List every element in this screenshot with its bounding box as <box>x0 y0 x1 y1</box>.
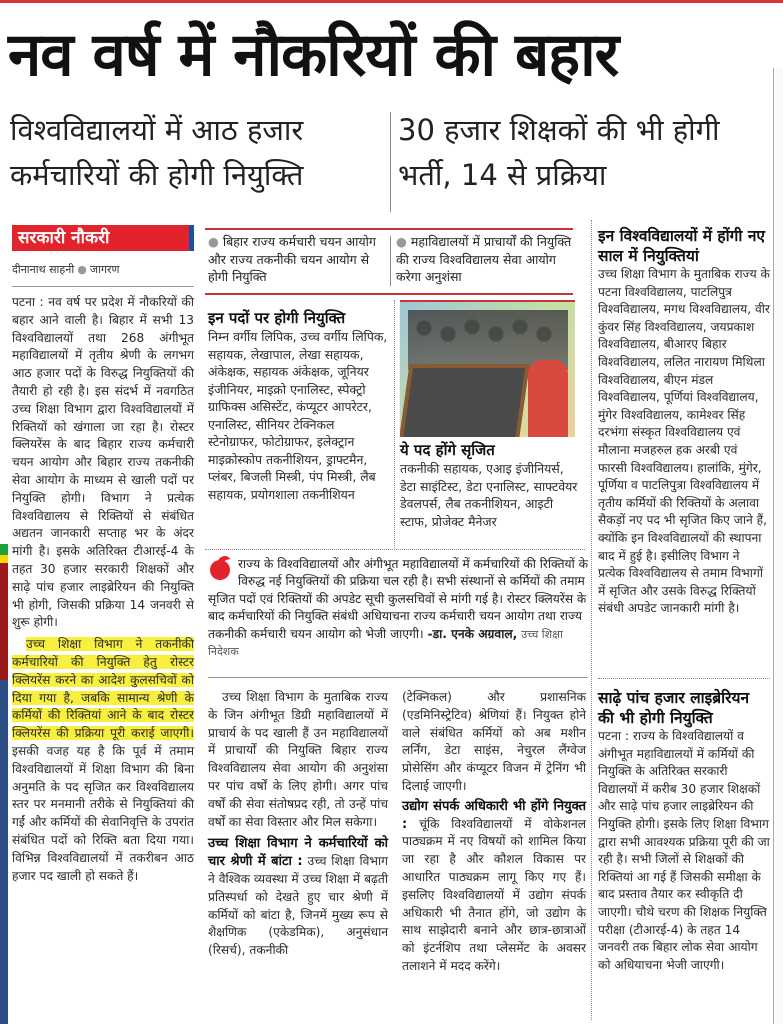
section-kicker: सरकारी नौकरी <box>12 225 194 251</box>
author-name: दीनानाथ साहनी <box>12 263 75 276</box>
universities-box <box>598 226 770 618</box>
bullets-top-rule <box>205 228 573 230</box>
posts-box-title: इन पदों पर होगी नियुक्ति <box>208 309 346 327</box>
bullet-dot-icon: ● <box>208 234 219 249</box>
illustration-crowd-office <box>400 300 575 437</box>
adjacent-page-edge <box>773 68 783 1024</box>
dotted-divider <box>591 220 592 1020</box>
col3-paragraph-2-text: उच्च शिक्षा विभाग ने वैश्विक व्यवस्था में उच्च शिक्षा में बढ़ती प्रतिस्पर्धा को देखते हुए चार श्रेणी में कर्मियों को बांटा है, जिनमें मुख्य रूप से शैक्षणिक (एकेडमिक), अनुसंधान (रिसर्च), तकनीकी <box>208 854 389 958</box>
quote-divider <box>208 677 588 678</box>
adjacent-photo-strip <box>0 555 8 563</box>
librarian-box-title: साढ़े पांच हजार लाइब्रेरियन की भी होगी नियुक्ति <box>598 689 750 727</box>
main-story-paragraph-1: पटना : नव वर्ष पर प्रदेश में नौकरियों की बहार आने वाली है। बिहार में सभी 13 विश्वविद्यालयों तथा 268 अंगीभूत महाविद्यालयों में तृतीय श्रेणी के लगभग आठ हजार पदों के विरुद्ध नियुक्तियों की तैयारी हो रही है। इस संदर्भ में नवगठित उच्च शिक्षा विभाग द्वारा विश्वविद्यालयों में रिक्तियों को खंगाला जा रहा है। रोस्टर क्लियरेंस के बाद बिहार राज्य कर्मचारी चयन आयोग और बिहार राज्य तकनीकी सेवा आयोग के माध्यम से खाली पदों पर नियुक्ति होगी। विभाग ने प्रत्येक विश्वविद्यालय से रिक्तियों से संबंधित अद्यतन जानकारी सप्ताह भर के अंदर मांगी है। इसके अतिरिक्त टीआरई-4 के तहत 30 हजार सरकारी शिक्षकों और साढ़े पांच हजार लाइब्रेरियन की नियुक्ति भी होगी, जिसकी प्रक्रिया 14 जनवरी से शुरू होगी। <box>12 295 194 630</box>
posts-box <box>208 308 388 503</box>
new-posts-box <box>400 440 580 530</box>
new-posts-box-text: तकनीकी सहायक, एआइ इंजीनियर्स, डेटा साइंटिस्ट, डेटा एनालिस्ट, साफ्टवेयर डेवलपर्स, लैब तकनीशियन, आइटी स्टाफ, प्रोजेक्ट मैनेजर <box>400 461 578 529</box>
col4-paragraph-1: (टेक्निकल) और प्रशासनिक (एडमिनिस्ट्रेटिव) श्रेणियां हैं। नियुक्त होने वाले संबंधित कर्मियों को अब मशीन लर्निंग, डेटा साइंस, नेचुरल लैंग्वेज प्रोसेसिंग और कंप्यूटर विजन में ट्रेनिंग भी दिलाई जाएगी। <box>402 690 586 793</box>
librarian-box-text: पटना : राज्य के विश्वविद्यालयों व अंगीभूत महाविद्यालयों में कर्मियों की नियुक्ति के अतिरिक्त सरकारी विद्यालयों में करीब 30 हजार शिक्षकों और साढ़े पांच हजार लाइब्रेरियन की नियुक्ति होगी। इसके लिए शिक्षा विभाग द्वारा सभी आवश्यक प्रक्रिया पूरी की जा रही है। सभी जिलों से शिक्षकों की रिक्तियां आ गई हैं जिसकी समीक्षा के बाद प्रस्ताव तैयार कर स्वीकृति दी जाएगी। चौथे चरण की शिक्षक नियुक्ति परीक्षा (टीआरई-4) के तहत 14 जनवरी तक बिहार लोक सेवा आयोग को अधियाचना भेजी जाएगी। <box>598 729 770 972</box>
main-story-column <box>12 294 194 885</box>
librarian-box <box>598 688 770 974</box>
universities-box-text: उच्च शिक्षा विभाग के मुताबिक राज्य के पटना विश्वविद्यालय, पाटलिपुत्र विश्वविद्यालय, मगध विश्वविद्यालय, वीर कुंवर सिंह विश्वविद्यालय, जयप्रकाश विश्वविद्यालय, बीआरए बिहार विश्वविद्यालय, ललित नारायण मिथिला विश्वविद्यालय, बीएन मंडल विश्वविद्यालय, पूर्णियां विश्वविद्यालय, मुंगेर विश्वविद्यालय, कामेश्वर सिंह दरभंगा संस्कृत विश्वविद्यालय एवं मौलाना मजहरुल हक अरबी एवं फारसी विश्वविद्यालय। हालांकि, मुंगेर, पूर्णिया व पाटलिपुत्रा विश्वविद्यालय में तृतीय कर्मियों की रिक्तियों के अलावा सैकड़ों नए पद भी सृजित किए जाने हैं, क्योंकि इन विश्वविद्यालयों की स्थापना बाद में हुई है। इसीलिए विभाग ने प्रत्येक विश्वविद्यालय से तमाम विभागों में सृजित और उसके विरुद्ध रिक्तियों संबंधी अपडेट जानकारी मांगी है। <box>598 267 770 616</box>
deck-right: 30 हजार शिक्षकों की भी होगी भर्ती, 14 से प्रक्रिया <box>398 113 720 192</box>
byline <box>12 262 119 277</box>
deck-left: विश्वविद्यालयों में आठ हजार कर्मचारियों की होगी नियुक्ति <box>10 113 304 192</box>
bullet-1 <box>208 233 386 286</box>
bullet-dot-icon: ● <box>396 234 407 249</box>
deck-divider <box>390 112 391 212</box>
posts-box-text: निम्न वर्गीय लिपिक, उच्च वर्गीय लिपिक, सहायक, लेखापाल, लेखा सहायक, अंकेक्षक, सहायक अंकेक्षक, जूनियर इंजीनियर, माइक्रो एनालिस्ट, स्पेक्ट्रो ग्राफिक्स असिस्टेंट, कंप्यूटर आपरेटर, एनालिस्ट, सीनियर टेक्निकल स्टेनोग्राफर, फोटोग्राफर, इलेक्ट्रान माइक्रोस्कोप तकनीशियन, ड्राफ्टमैन, प्लंबर, बिजली मिस्त्री, पंप मिस्त्री, लैब सहायक, प्रयोगशाला तकनीशियन <box>208 329 388 502</box>
illustration-desk <box>400 364 530 437</box>
story-column-4 <box>402 689 586 976</box>
col4-paragraph-2-text: चूंकि विश्वविद्यालयों में वोकेशनल पाठ्यक्रम में नए विषयों को शामिल किया जा रहा है और कौशल विकास पर आधारित पाठ्यक्रम लागू किए गए हैं। इसलिए विश्वविद्यालयों में उद्योग संपर्क अधिकारी भी तैनात होंगे, जो उद्योग के साथ साझेदारी बनाने और छात्र-छात्राओं को इंटर्नशिप तथा प्लेसमेंट के अवसर तलाशने में मदद करेंगे। <box>402 816 586 973</box>
quote-text: राज्य के विश्वविद्यालयों और अंगीभूत महाविद्यालयों में कर्मचारियों की रिक्तियों के विरुद्ध नई नियुक्तियों की प्रक्रिया चल रही है। सभी संस्थानों से कर्मियों की तमाम सृजित पदों एवं रिक्तियों की अपडेट सूची कुलसचिवों से मांगी गई है। रोस्टर क्लियरेंस के बाद कर्मचारियों की नियुक्ति संबंधी अधियाचना राज्य कर्मचारी चयन आयोग तथा राज्य तकनीकी कर्मचारी चयन आयोग को भेजी जाएगी। <box>208 557 588 641</box>
adjacent-photo-blue <box>0 680 8 1024</box>
dotted-divider <box>205 549 585 550</box>
story-column-3 <box>208 689 388 960</box>
bullets-bottom-rule <box>205 293 573 295</box>
main-story-paragraph-2 <box>12 636 194 885</box>
pull-quote <box>208 556 588 660</box>
main-story-paragraph-2-rest: इसकी वजह यह है कि पूर्व में तमाम विश्वविद्यालयों में शिक्षा विभाग की बिना अनुमति के पद सृजित कर विश्वविद्यालय स्तर पर मनमानी तरीके से नियुक्तियां की गईं और कर्मियों की सेवानिवृत्ति के उपरांत संबंधित पदों को रिक्ति बता दिया गया। विभिन्न विश्वविद्यालयों में तकरीबन आठ हजार पद खाली हो सकते हैं। <box>12 743 194 883</box>
headline: नव वर्ष में नौकरियों की बहार <box>8 20 619 90</box>
adjacent-photo-red <box>0 560 8 680</box>
source-name: जागरण <box>89 263 120 276</box>
col3-subhead: उच्च शिक्षा विभाग ने कर्मचारियों को चार श्रेणी में बांटा : <box>208 836 388 870</box>
bullet-dot-icon: ● <box>77 263 87 276</box>
bullet-2 <box>396 233 574 286</box>
quote-designation: उच्च शिक्षा निदेशक <box>208 627 563 659</box>
illustration-chair <box>528 360 568 437</box>
top-red-rule <box>0 0 783 3</box>
col3-paragraph-1: उच्च शिक्षा विभाग के मुताबिक राज्य के जिन अंगीभूत डिग्री महाविद्यालयों में प्राचार्य के पद खाली हैं उन महाविद्यालयों में प्राचार्यों की नियुक्ति बिहार राज्य विश्वविद्यालय सेवा आयोग की अनुशंसा पर पांच वर्षों के लिए होगी। अगर पांच वर्षों की सेवा संतोषप्रद रही, तो उन्हें पांच वर्षों का सेवा विस्तार और मिल सकेगा। <box>208 690 388 829</box>
col4-subhead: उद्योग संपर्क अधिकारी भी होंगे नियुक्त : <box>402 798 586 832</box>
new-posts-box-title: ये पद होंगे सृजित <box>400 441 495 459</box>
quote-mark-icon <box>208 556 234 586</box>
col4-paragraph-2 <box>402 798 586 976</box>
byline-divider <box>12 286 194 287</box>
dotted-divider <box>394 300 395 548</box>
bullet-2-text: महाविद्यालयों में प्राचार्यों की नियुक्ति की राज्य विश्वविद्यालय सेवा आयोग करेगा अनुशंसा <box>396 234 572 284</box>
bullet-1-text: बिहार राज्य कर्मचारी चयन आयोग और राज्य तकनीकी चयन आयोग से होगी नियुक्ति <box>208 234 376 284</box>
quote-attribution: -डा. एनके अग्रवाल, <box>427 626 518 641</box>
col3-paragraph-2 <box>208 835 388 960</box>
bullets-divider <box>390 236 391 286</box>
dotted-divider <box>598 678 770 679</box>
highlighted-text: उच्च शिक्षा विभाग ने तकनीकी कर्मचारियों की नियुक्ति हेतु रोस्टर क्लियरेंस करने का आदेश कुलसचिवों को दिया गया है, जबकि सामान्य श्रेणी के कर्मियों की रिक्तियां आने के बाद रोस्टर क्लियरेंस की प्रक्रिया पूरी कराई जाएगी। <box>12 637 194 741</box>
universities-box-title: इन विश्वविद्यालयों में होंगी नए साल में नियुक्तियां <box>598 227 765 265</box>
